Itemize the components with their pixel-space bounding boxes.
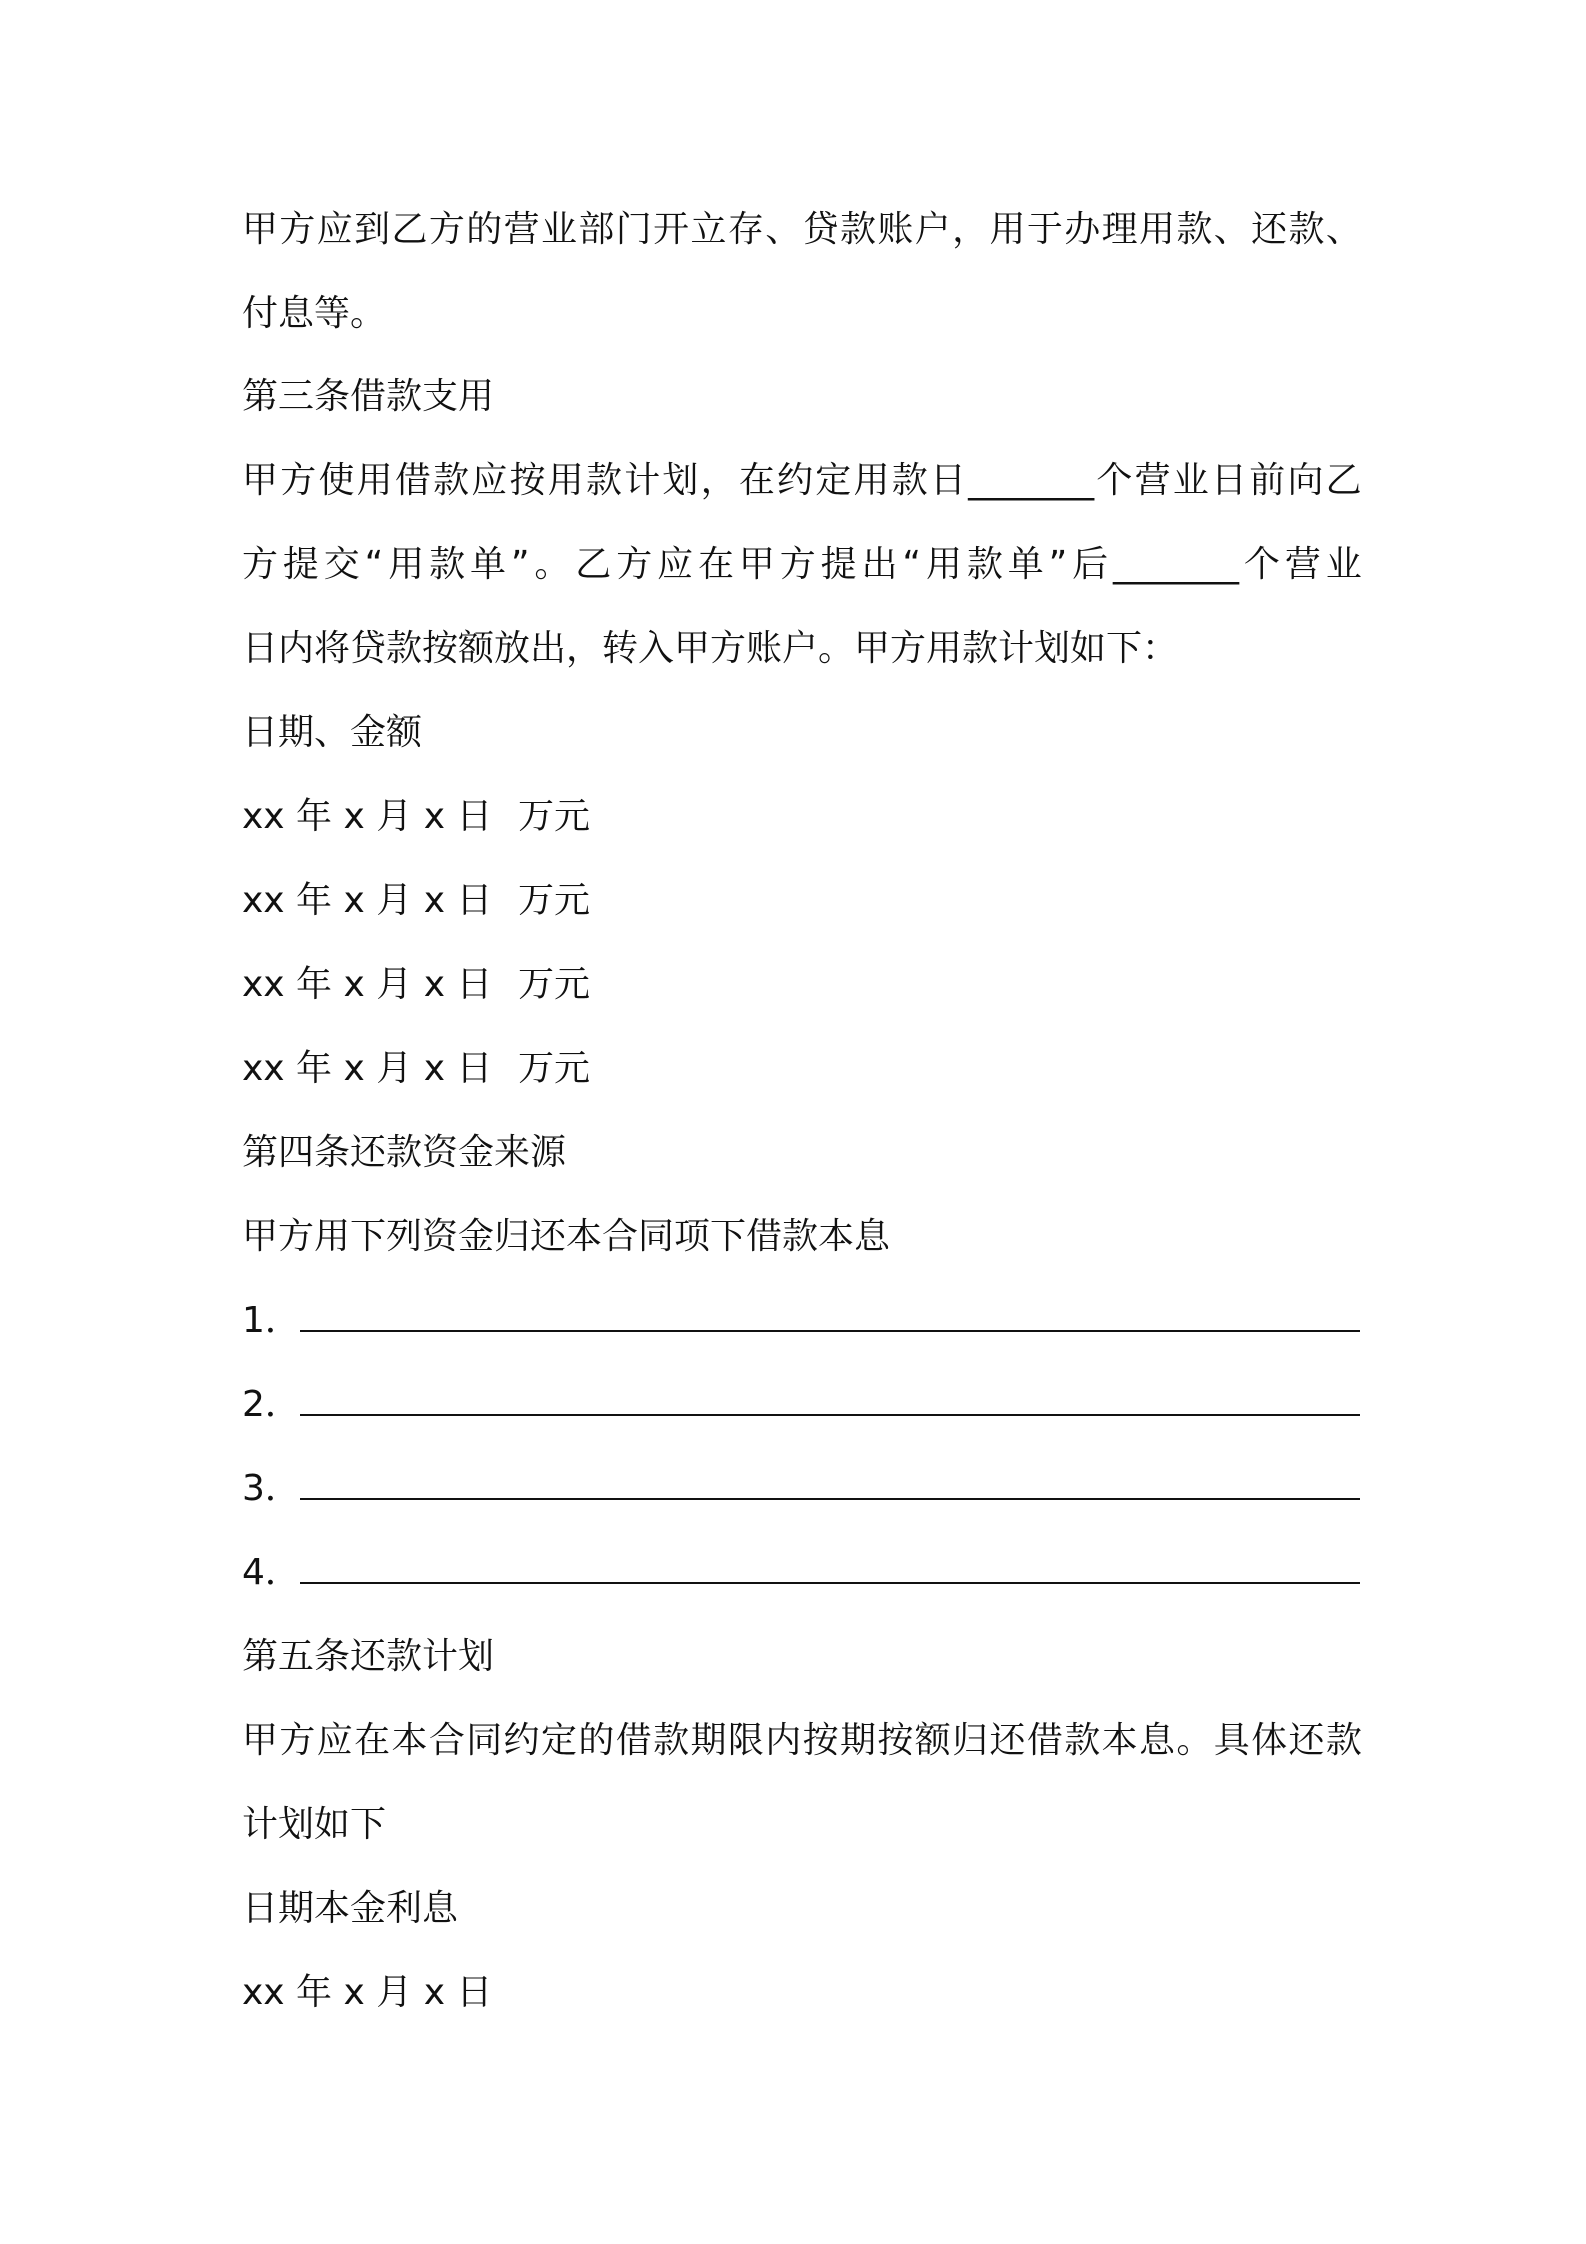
repayment-source-item [242,1551,1362,1595]
usage-plan-row [242,795,1362,839]
fill-in-blank-line [300,1384,1360,1416]
usage-plan-row [242,1047,1362,1091]
account-clause-line-1: 甲 方 应 到 乙 方 的 营 业 部 门 开 立 存 、 贷 款 账 户 ， 用 于 办 理 用 款 、 还 款 、 [242,209,1362,250]
item-number: 2． [242,1384,301,1425]
usage-plan-date: xx 年 x 月 x 日 [242,880,493,921]
item-number: 1． [242,1300,301,1341]
repayment-source-item [242,1383,1362,1427]
article-5-heading: 第五条还款计划 [242,1636,495,1677]
article-4-heading: 第四条还款资金来源 [242,1132,567,1173]
fill-in-blank-line [300,1552,1360,1584]
usage-plan-date: xx 年 x 月 x 日 [242,1048,493,1089]
item-number: 3． [242,1468,301,1509]
article-4-intro: 甲方用下列资金归还本合同项下借款本息 [242,1216,891,1257]
fill-in-blank-line [300,1300,1360,1332]
article-3-heading: 第三条借款支用 [242,376,495,417]
usage-plan-amount: 万元 [518,1048,591,1089]
article-3-paragraph-line-2: 方 提 交 “ 用 款 单 ” 。 乙 方 应 在 甲 方 提 出 “ 用 款 单 ” 后 _______ 个 营 业 [242,544,1362,585]
usage-plan-date: xx 年 x 月 x 日 [242,796,493,837]
article-3-table-header: 日期、金额 [242,712,423,753]
repayment-source-item [242,1467,1362,1511]
usage-plan-amount: 万元 [518,796,591,837]
article-3-paragraph-line-3: 日内将贷款按额放出，转入甲方账户。甲方用款计划如下： [242,628,1179,669]
account-clause-line-2: 付息等。 [242,293,387,334]
repayment-source-item [242,1299,1362,1343]
usage-plan-date: xx 年 x 月 x 日 [242,964,493,1005]
repayment-plan-date: xx 年 x 月 x 日 [242,1972,493,2013]
usage-plan-amount: 万元 [518,964,591,1005]
item-number: 4． [242,1552,301,1593]
usage-plan-row [242,879,1362,923]
article-3-paragraph-line-1: 甲 方 使 用 借 款 应 按 用 款 计 划 ， 在 约 定 用 款 日 _______ 个 营 业 日 前 向 乙 [242,460,1362,501]
article-5-table-header: 日期本金利息 [242,1888,459,1929]
article-5-paragraph-line-1: 甲 方 应 在 本 合 同 约 定 的 借 款 期 限 内 按 期 按 额 归 还 借 款 本 息 。 具 体 还 款 [242,1720,1362,1761]
article-5-paragraph-line-2: 计划如下 [242,1804,387,1845]
usage-plan-row [242,963,1362,1007]
usage-plan-amount: 万元 [518,880,591,921]
fill-in-blank-line [300,1468,1360,1500]
